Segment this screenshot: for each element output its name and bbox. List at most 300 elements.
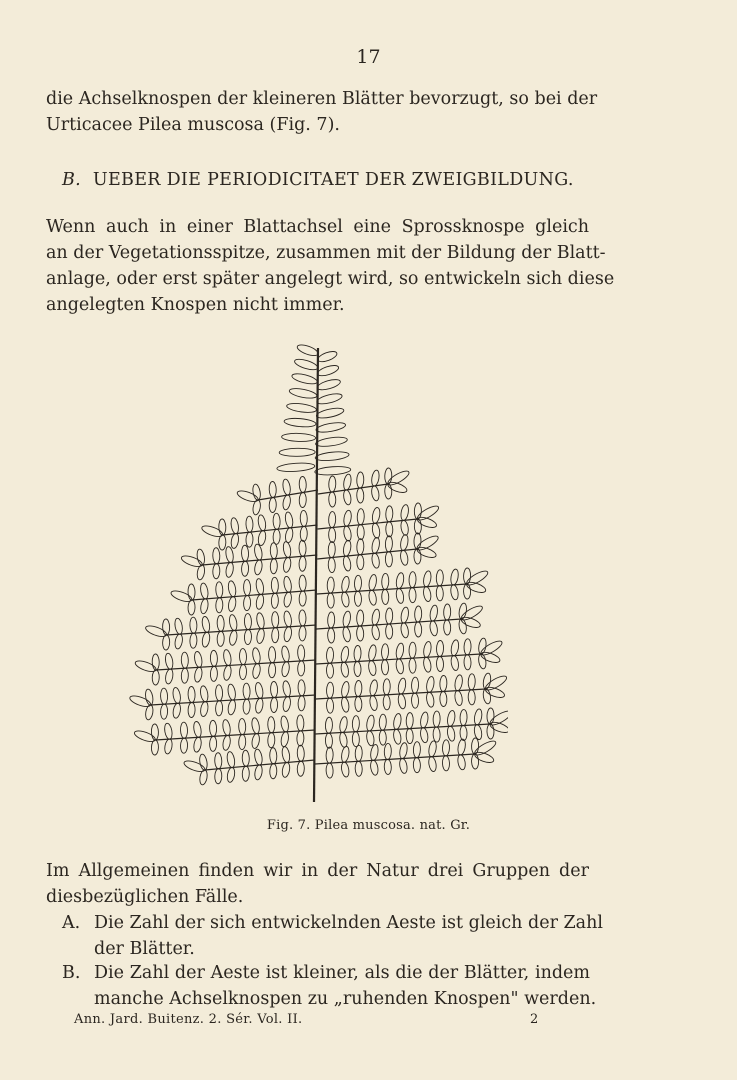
section-letter: B.: [62, 170, 82, 190]
leaf: [162, 635, 170, 650]
leaf: [326, 763, 334, 778]
text-line: Wenn auch in einer Blattachsel eine Sprossknospe gleich: [46, 217, 589, 237]
leaf: [450, 569, 460, 586]
leaf: [400, 622, 409, 638]
leaf: [413, 758, 421, 773]
leaf: [406, 713, 414, 729]
leaf: [395, 588, 404, 604]
list-marker: B.: [62, 963, 81, 983]
leaf: [399, 758, 408, 774]
leaf: [239, 664, 247, 679]
leaf: [281, 746, 291, 763]
leaf: [436, 640, 444, 656]
leaf: [282, 680, 292, 697]
leaf: [478, 653, 487, 669]
stem: [155, 730, 315, 740]
leaf: [215, 701, 223, 716]
leaf: [413, 742, 421, 758]
leaf: [465, 580, 487, 594]
leaf: [464, 639, 472, 655]
leaf: [442, 756, 450, 771]
leaf: [271, 612, 279, 628]
leaf: [473, 708, 483, 725]
leaf: [271, 593, 279, 608]
leaf: [188, 600, 196, 615]
leaf: [464, 655, 472, 670]
leaf: [397, 678, 407, 695]
leaf: [297, 745, 305, 761]
leaf: [256, 612, 266, 629]
leaf: [200, 598, 209, 614]
leaf: [181, 652, 189, 668]
leaf: [315, 421, 346, 434]
leaf: [229, 630, 238, 646]
leaf: [371, 485, 380, 501]
leaf: [201, 616, 211, 633]
text-line: diesbezüglichen Fälle.: [46, 887, 244, 907]
leaf: [425, 676, 435, 693]
leaf: [340, 762, 349, 778]
leaf: [280, 731, 289, 747]
leaf: [370, 760, 379, 776]
leaf: [423, 641, 433, 658]
leaf: [379, 714, 387, 730]
leaf: [460, 725, 468, 740]
leaf: [283, 610, 293, 627]
leaf: [409, 658, 417, 673]
leaf: [297, 761, 305, 776]
leaf: [357, 509, 365, 525]
leaf: [383, 695, 391, 710]
leaf: [298, 696, 306, 711]
leaf: [214, 753, 222, 769]
leaf: [443, 620, 451, 635]
leaf: [215, 769, 223, 784]
leaf: [246, 516, 254, 532]
leaf: [181, 668, 189, 683]
leaf: [277, 462, 315, 473]
leaf: [326, 682, 334, 698]
leaf: [164, 738, 173, 754]
leaf: [429, 605, 439, 622]
leaf: [428, 740, 438, 757]
leaf: [384, 759, 392, 774]
leaf: [297, 645, 305, 661]
leaf: [440, 691, 448, 706]
leaf: [356, 626, 364, 641]
leaf: [297, 715, 305, 731]
signature-mark: 2: [530, 1012, 539, 1027]
leaf: [397, 693, 406, 709]
leaf: [328, 557, 336, 572]
leaf: [271, 577, 279, 593]
leaf: [193, 651, 203, 668]
leaf: [200, 701, 209, 717]
leaf: [299, 540, 307, 556]
leaf: [174, 633, 183, 649]
leaf: [222, 735, 231, 751]
leaf: [180, 738, 188, 753]
stem: [192, 590, 317, 600]
leaf: [357, 488, 365, 503]
plant-illustration: [128, 340, 508, 810]
leaf: [482, 688, 491, 704]
leaf: [217, 615, 225, 631]
leaf: [230, 533, 239, 549]
leaf: [297, 731, 305, 746]
leaf: [210, 650, 218, 666]
leaf: [291, 372, 318, 386]
leaf: [269, 481, 277, 497]
leaf: [213, 548, 221, 564]
leaf: [273, 513, 281, 529]
leaf: [460, 709, 468, 725]
leaf: [393, 729, 402, 745]
leaf: [479, 639, 504, 658]
leaf: [316, 378, 341, 392]
leaf: [329, 492, 337, 507]
leaf: [400, 520, 409, 536]
leaf: [341, 592, 350, 608]
leaf: [282, 696, 291, 712]
leaf: [209, 736, 217, 751]
leaf: [242, 750, 250, 766]
leaf: [370, 744, 380, 761]
leaf: [160, 704, 168, 719]
leaf: [329, 476, 337, 492]
leaf: [255, 698, 264, 714]
leaf: [446, 710, 456, 727]
leaf: [436, 656, 444, 671]
leaf: [325, 733, 333, 748]
text-line: anlage, oder erst später angelegt wird, so entwickeln sich diese: [46, 269, 615, 289]
leaf: [238, 734, 246, 749]
leaf: [243, 595, 251, 610]
leaf: [241, 561, 249, 576]
leaf: [428, 756, 437, 772]
leaf: [357, 525, 365, 540]
leaf: [269, 497, 277, 512]
leaf: [281, 762, 290, 778]
leaf: [342, 540, 352, 557]
leaf: [395, 643, 405, 660]
paragraph-1: [46, 214, 615, 318]
leaf: [268, 663, 276, 678]
leaf: [459, 604, 484, 623]
leaf: [450, 655, 459, 671]
leaf: [385, 552, 393, 567]
leaf: [366, 715, 376, 732]
leaf: [339, 716, 349, 733]
leaf: [244, 629, 252, 644]
leaf: [436, 586, 444, 601]
text-line: Im Allgemeinen finden wir in der Natur drei Gruppen der: [46, 861, 589, 881]
list-marker: A.: [62, 913, 81, 933]
leaf: [223, 649, 233, 666]
leaf: [371, 624, 380, 640]
leaf: [385, 536, 393, 552]
leaf: [433, 727, 441, 742]
leaf: [423, 657, 432, 673]
leaf: [371, 553, 380, 569]
leaf: [400, 607, 410, 624]
leaf: [327, 628, 335, 643]
pilea-muscosa-drawing: [128, 340, 508, 810]
leaf: [201, 524, 224, 539]
section-heading: [62, 170, 582, 190]
stem: [156, 660, 316, 670]
leaf: [381, 644, 389, 660]
leaf: [366, 730, 375, 746]
text-line: manche Achselknospen zu „ruhenden Knospen" werden.: [94, 989, 597, 1009]
leaf: [326, 663, 334, 678]
figure-caption: Fig. 7. Pilea muscosa. nat. Gr.: [266, 818, 471, 833]
leaf: [299, 591, 307, 606]
leaf: [284, 417, 317, 428]
leaf: [429, 620, 438, 636]
leaf: [386, 522, 394, 537]
leaf: [326, 698, 334, 713]
leaf: [371, 507, 381, 524]
leaf: [283, 592, 292, 608]
text-line: Die Zahl der Aeste ist kleiner, als die der Blätter, indem: [94, 963, 590, 983]
leaf: [268, 717, 276, 733]
leaf: [300, 526, 308, 541]
leaf: [411, 677, 419, 693]
leaf: [326, 647, 334, 663]
leaf: [180, 554, 203, 569]
leaf: [283, 626, 292, 642]
leaf: [316, 363, 339, 377]
leaf: [411, 693, 419, 708]
leaf: [225, 562, 234, 578]
leaf: [246, 532, 254, 547]
leaf: [465, 569, 490, 588]
leaf: [279, 448, 315, 457]
leaf: [255, 578, 265, 595]
leaf: [357, 539, 365, 555]
leaf: [242, 766, 250, 781]
leaf: [446, 726, 455, 742]
leaf: [282, 479, 292, 496]
leaf: [369, 679, 379, 696]
leaf: [255, 594, 264, 610]
leaf: [172, 703, 181, 719]
leaf: [414, 606, 422, 622]
leaf: [284, 511, 294, 528]
leaf: [355, 696, 363, 711]
leaf: [199, 583, 209, 600]
leaf: [414, 622, 422, 637]
leaf: [299, 556, 307, 571]
leaf: [299, 492, 307, 507]
leaf: [193, 721, 203, 738]
text-line: die Achselknospen der kleineren Blätter bevorzugt, so bei der: [46, 89, 598, 109]
leaf: [228, 614, 238, 631]
leaf: [254, 764, 263, 780]
leaf: [443, 604, 451, 620]
leaf: [164, 668, 173, 684]
leaf: [196, 549, 206, 566]
leaf: [223, 665, 232, 681]
intro-paragraph: [46, 86, 598, 138]
leaf: [356, 610, 364, 626]
leaf: [160, 688, 168, 704]
leaf: [328, 511, 336, 527]
leaf: [355, 680, 363, 696]
leaf: [399, 550, 408, 566]
leaf: [241, 545, 249, 561]
leaf: [386, 469, 411, 488]
leaf: [268, 647, 276, 663]
leaf: [460, 615, 482, 629]
leaf: [325, 717, 333, 733]
leaf: [296, 343, 319, 358]
leaf: [450, 639, 460, 656]
leaf: [315, 436, 348, 448]
leaf: [270, 559, 278, 574]
leaf: [271, 628, 279, 643]
leaf: [354, 575, 362, 591]
leaf: [190, 633, 198, 648]
text-line: an der Vegetationsspitze, zusammen mit der Bildung der Blatt-: [46, 243, 606, 263]
leaf: [183, 759, 206, 774]
leaf: [188, 686, 196, 702]
leaf: [342, 611, 352, 628]
text-line: angelegten Knospen nicht immer.: [46, 295, 345, 315]
leaf: [299, 626, 307, 641]
leaf: [144, 624, 167, 639]
leaf: [193, 737, 202, 753]
leaf: [270, 697, 278, 712]
leaf: [473, 739, 498, 758]
leaf: [238, 718, 246, 734]
leaf: [283, 576, 293, 593]
leaf: [368, 574, 378, 591]
leaf: [210, 666, 218, 681]
leaf: [422, 570, 432, 587]
leaf: [468, 690, 476, 705]
leaf: [385, 624, 393, 639]
text-line: Die Zahl der sich entwickelnden Aeste ist gleich der Zahl: [94, 913, 603, 933]
leaf: [343, 474, 353, 491]
leaf: [174, 618, 184, 635]
leaf: [225, 546, 235, 563]
leaf: [415, 534, 440, 553]
leaf: [383, 679, 391, 695]
leaf: [381, 660, 389, 675]
leaf: [340, 646, 350, 663]
leaf: [227, 596, 236, 612]
leaf: [381, 573, 389, 589]
leaf: [354, 661, 362, 676]
leaf: [268, 733, 276, 748]
leaf: [357, 472, 365, 488]
leaf: [450, 584, 459, 600]
leaf: [343, 510, 353, 527]
leaf: [454, 690, 463, 706]
leaf: [316, 406, 345, 420]
leaf: [254, 559, 263, 575]
leaf: [473, 750, 495, 764]
leaf: [194, 667, 203, 683]
leaf: [257, 530, 266, 546]
leaf: [317, 349, 339, 363]
leaf: [327, 577, 335, 593]
leaf: [286, 402, 317, 414]
leaf: [282, 541, 292, 558]
leaf: [416, 504, 441, 523]
leaf: [395, 658, 404, 674]
text-line: Urticacee Pilea muscosa (Fig. 7).: [46, 115, 340, 135]
leaf: [252, 663, 261, 679]
leaf: [243, 683, 251, 699]
leaf: [457, 739, 467, 756]
leaf: [409, 572, 417, 588]
leaf: [343, 526, 352, 542]
leaf: [209, 720, 217, 736]
leaf: [222, 719, 232, 736]
leaf: [226, 751, 236, 768]
leaf: [239, 648, 247, 664]
leaf: [368, 660, 377, 676]
leaf: [152, 670, 160, 685]
leaf: [352, 716, 360, 732]
leaf: [151, 740, 159, 755]
leaf: [384, 743, 392, 759]
leaf: [299, 610, 307, 626]
leaf: [488, 709, 508, 728]
leaf: [368, 644, 378, 661]
leaf: [433, 711, 441, 727]
leaf: [230, 517, 240, 534]
leaf: [368, 590, 377, 606]
leaf: [170, 589, 193, 604]
leaf: [133, 729, 156, 744]
leaf: [341, 576, 351, 593]
leaf: [243, 699, 251, 714]
leaf: [270, 681, 278, 697]
leaf: [342, 556, 351, 572]
leaf: [299, 575, 307, 591]
leaf: [252, 484, 262, 501]
leaf: [340, 662, 349, 678]
leaf: [281, 433, 315, 442]
leaf: [340, 697, 349, 713]
leaf: [144, 689, 154, 706]
leaf: [297, 661, 305, 676]
leaf: [252, 647, 262, 664]
leaf: [316, 392, 343, 406]
leaf: [254, 749, 264, 766]
leaf: [387, 480, 409, 494]
leaf: [328, 527, 336, 542]
leaf: [180, 722, 188, 738]
leaf: [369, 695, 378, 711]
leaf: [454, 674, 464, 691]
leaf: [355, 761, 363, 776]
leaf: [326, 747, 334, 763]
leaf: [357, 555, 365, 570]
leaf: [199, 685, 209, 702]
leaf: [315, 450, 350, 462]
leaf: [244, 613, 252, 629]
leaf: [381, 589, 389, 604]
leaf: [399, 534, 409, 551]
leaf: [251, 733, 260, 749]
leaf: [256, 628, 265, 644]
leaf: [339, 732, 348, 748]
